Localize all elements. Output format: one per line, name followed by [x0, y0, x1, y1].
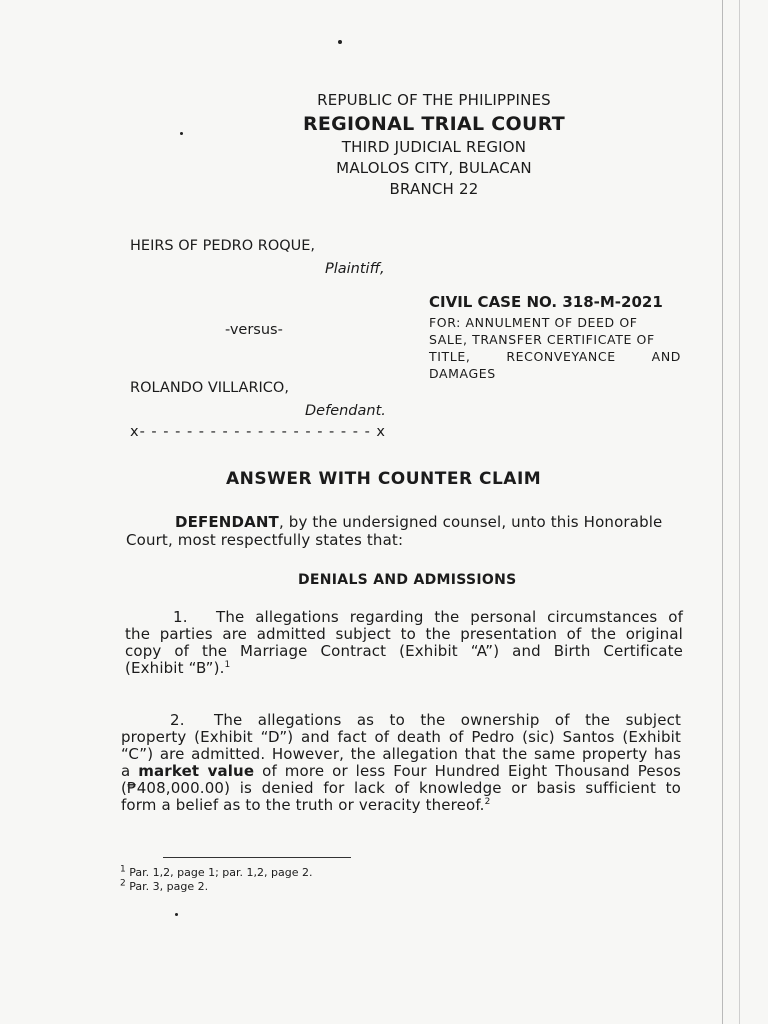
footnote-1-text: Par. 1,2, page 1; par. 1,2, page 2. [129, 866, 313, 879]
case-for-line-3: TITLE, RECONVEYANCE AND [429, 349, 681, 364]
scan-edge-line-2 [739, 0, 740, 1024]
case-for-line-4: DAMAGES [429, 366, 496, 381]
section-heading: DENIALS AND ADMISSIONS [298, 572, 517, 588]
footnote-2-num: 2 [120, 878, 126, 889]
para1-line-1: The allegations regarding the personal circumstances of [216, 608, 683, 626]
plaintiff-role: Plaintiff, [325, 261, 385, 277]
scan-speck [175, 913, 178, 916]
scan-speck [338, 40, 342, 44]
case-for-line-2: SALE, TRANSFER CERTIFICATE OF [429, 332, 655, 347]
scan-edge-line [722, 0, 723, 1024]
para2-line-3: “C”) are admitted. However, the allegation that the same property has [121, 745, 681, 763]
caption-separator: x- - - - - - - - - - - - - - - - - - - - x [130, 424, 386, 440]
para2-line-5: (₱408,000.00) is denied for lack of knowledge or basis sufficient to [121, 779, 681, 797]
header-republic: REPUBLIC OF THE PHILIPPINES [317, 91, 551, 109]
header-city: MALOLOS CITY, BULACAN [336, 159, 532, 177]
footnote-2-text: Par. 3, page 2. [129, 880, 209, 893]
header-branch: BRANCH 22 [389, 180, 479, 198]
footnote-2 [120, 880, 208, 893]
case-number: CIVIL CASE NO. 318-M-2021 [429, 293, 663, 311]
header-court: REGIONAL TRIAL COURT [302, 113, 566, 135]
plaintiff-name: HEIRS OF PEDRO ROQUE, [130, 238, 316, 254]
intro-line-2: Court, most respectfully states that: [126, 531, 404, 549]
footnote-1-num: 1 [120, 864, 126, 875]
para2-line-4-b: of more or less Four Hundred Eight Thousand Pesos [254, 762, 681, 780]
intro-line-1 [175, 513, 662, 531]
para1-line-2: the parties are admitted subject to the presentation of the original [125, 625, 683, 643]
defendant-role: Defendant. [305, 403, 386, 419]
defendant-name: ROLANDO VILLARICO, [130, 380, 289, 396]
case-for-line-1: FOR: ANNULMENT OF DEED OF [429, 315, 638, 330]
footnote-ref-2: 2 [484, 797, 491, 807]
para1-line-3: copy of the Marriage Contract (Exhibit “A”) and Birth Certificate [125, 642, 683, 660]
para1-line-4-text: (Exhibit “B”). [125, 659, 225, 677]
footnote-rule [163, 857, 351, 858]
para2-line-2: property (Exhibit “D”) and fact of death of Pedro (sic) Santos (Exhibit [121, 728, 681, 746]
intro-bold: DEFENDANT [175, 513, 279, 531]
para1-line-4 [125, 659, 230, 677]
footnote-1 [120, 866, 312, 879]
para2-line-4 [121, 762, 681, 780]
document-title: ANSWER WITH COUNTER CLAIM [226, 469, 542, 489]
versus-label: -versus- [225, 322, 283, 338]
para2-number: 2. [170, 711, 185, 729]
footnote-ref-1: 1 [224, 660, 231, 670]
market-value-bold: market value [138, 762, 255, 780]
header-region: THIRD JUDICIAL REGION [341, 138, 527, 156]
scan-speck [180, 132, 183, 135]
para2-line-4-a: a [121, 762, 139, 780]
para1-number: 1. [173, 608, 188, 626]
intro-rest: , by the undersigned counsel, unto this Honorable [278, 513, 663, 531]
para2-line-6-text: form a belief as to the truth or veracity thereof. [121, 796, 485, 814]
para2-line-6 [121, 796, 491, 814]
para2-line-1: The allegations as to the ownership of the subject [214, 711, 681, 729]
